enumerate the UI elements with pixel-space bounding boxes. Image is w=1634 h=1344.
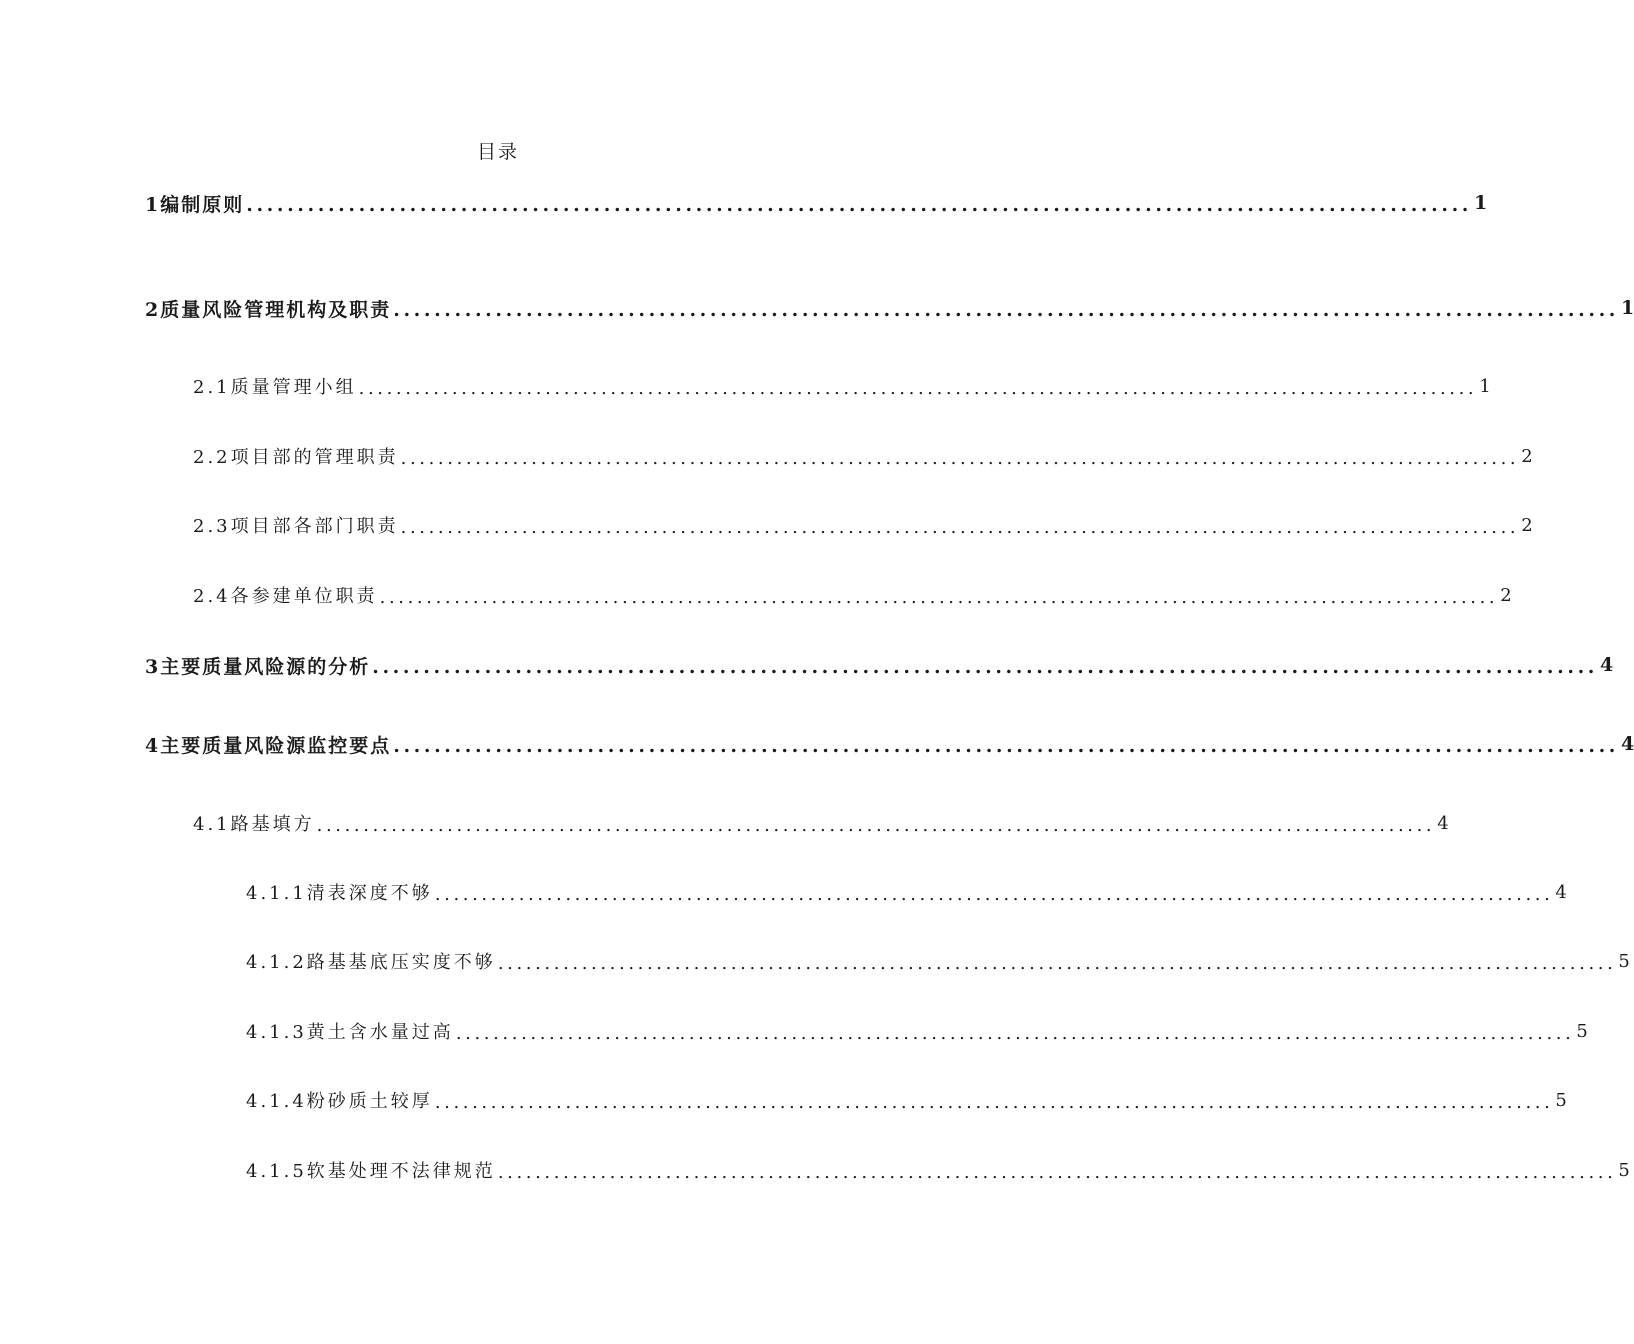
toc-entry-label: 2.1质量管理小组: [193, 377, 357, 398]
toc-entry-page: 4: [1437, 812, 1449, 834]
toc-entry[interactable]: [193, 808, 1449, 838]
toc-entry-page: 2: [1500, 584, 1512, 606]
dot-leader: ........................................................................................................................: [400, 447, 1520, 469]
toc-entry-label: 1编制原则: [145, 193, 245, 216]
toc-entry[interactable]: [246, 877, 1567, 907]
toc-entry-label: 2.3项目部各部门职责: [193, 516, 399, 537]
toc-entry-page: 2: [1521, 445, 1533, 467]
toc-title: 目录: [476, 141, 519, 163]
dot-leader: ........................................................................................................................: [316, 814, 1436, 836]
toc-entry-label: 4.1.5软基处理不法律规范: [246, 1161, 496, 1182]
toc-entry[interactable]: [193, 510, 1533, 540]
dot-leader: ........................................................................................................................: [497, 1161, 1617, 1183]
dot-leader: ........................................................................................................................: [379, 586, 1499, 608]
toc-entry-label: 4.1.1清表深度不够: [246, 883, 433, 904]
toc-entry[interactable]: [246, 1155, 1630, 1185]
toc-entry-page: 1: [1474, 192, 1488, 214]
toc-entry-label: 4主要质量风险源监控要点: [145, 734, 392, 757]
toc-entry[interactable]: [246, 1085, 1567, 1115]
toc-entry-label: 2质量风险管理机构及职责: [145, 298, 392, 321]
dot-leader: ........................................................................................................................: [434, 1091, 1554, 1113]
toc-entry-label: 4.1路基填方: [193, 814, 315, 835]
toc-entry-page: 4: [1555, 881, 1567, 903]
toc-entry[interactable]: [145, 729, 1634, 759]
toc-entry-page: 5: [1618, 950, 1630, 972]
toc-entry[interactable]: [145, 188, 1488, 218]
dot-leader: ........................................................................................................................: [393, 735, 1620, 757]
toc-entry[interactable]: [145, 293, 1634, 323]
toc-entry-label: 4.1.4粉砂质土较厚: [246, 1091, 433, 1112]
dot-leader: ........................................................................................................................: [246, 194, 1473, 216]
toc-entry[interactable]: [145, 650, 1614, 680]
dot-leader: ........................................................................................................................: [455, 1022, 1575, 1044]
toc-entry-label: 4.1.2路基基底压实度不够: [246, 952, 496, 973]
toc-entry-label: 3主要质量风险源的分析: [145, 655, 371, 678]
dot-leader: ........................................................................................................................: [434, 883, 1554, 905]
toc-entry-label: 4.1.3黄土含水量过高: [246, 1022, 454, 1043]
dot-leader: ........................................................................................................................: [497, 952, 1617, 974]
toc-entry-page: 2: [1521, 514, 1533, 536]
toc-entry[interactable]: [246, 1016, 1588, 1046]
toc-entry-page: 1: [1479, 375, 1491, 397]
toc-entry-page: 4: [1621, 733, 1634, 755]
toc-entry-page: 5: [1576, 1020, 1588, 1042]
toc-entry-page: 1: [1621, 297, 1634, 319]
toc-entry-page: 4: [1600, 654, 1614, 676]
toc-entry-page: 5: [1555, 1089, 1567, 1111]
toc-entry[interactable]: [193, 580, 1512, 610]
dot-leader: ........................................................................................................................: [358, 377, 1478, 399]
toc-entry[interactable]: [193, 441, 1533, 471]
toc-entry[interactable]: [246, 946, 1630, 976]
dot-leader: ........................................................................................................................: [372, 656, 1599, 678]
dot-leader: ........................................................................................................................: [393, 299, 1620, 321]
toc-entry-page: 5: [1618, 1159, 1630, 1181]
toc-entry-label: 2.2项目部的管理职责: [193, 447, 399, 468]
dot-leader: ........................................................................................................................: [400, 516, 1520, 538]
toc-entry-label: 2.4各参建单位职责: [193, 586, 378, 607]
toc-entry[interactable]: [193, 371, 1491, 401]
